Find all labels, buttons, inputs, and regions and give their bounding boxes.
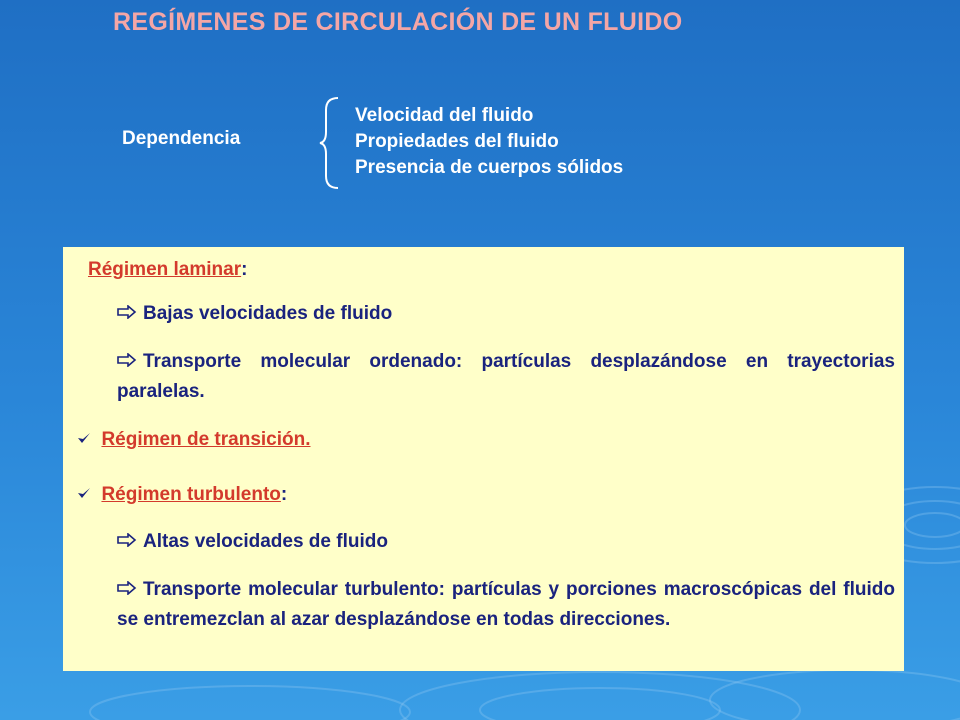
checkmark-icon bbox=[77, 432, 95, 449]
laminar-point-2 bbox=[117, 347, 895, 407]
dependence-label: Dependencia bbox=[122, 128, 241, 149]
dependence-item-properties: Propiedades del fluido bbox=[355, 131, 559, 152]
regimes-box bbox=[63, 247, 904, 671]
laminar-point-1-text: Bajas velocidades de fluido bbox=[143, 303, 393, 324]
left-brace-icon bbox=[318, 96, 348, 190]
heading-transition-text: Régimen de transición. bbox=[101, 429, 311, 450]
heading-laminar-colon: : bbox=[241, 259, 248, 280]
heading-turbulent-colon: : bbox=[280, 484, 288, 505]
dependence-item-solids: Presencia de cuerpos sólidos bbox=[355, 157, 624, 178]
heading-turbulent-text: Régimen turbulento bbox=[101, 484, 281, 505]
heading-turbulent bbox=[77, 484, 287, 506]
slide-title: REGÍMENES DE CIRCULACIÓN DE UN FLUIDO bbox=[113, 8, 683, 36]
turbulent-point-1-text: Altas velocidades de fluido bbox=[143, 531, 388, 552]
outline-arrow-right-icon bbox=[117, 575, 143, 605]
outline-arrow-right-icon bbox=[117, 299, 143, 329]
heading-transition bbox=[77, 429, 311, 451]
outline-arrow-right-icon bbox=[117, 527, 143, 557]
turbulent-point-1 bbox=[117, 527, 895, 557]
turbulent-point-2-text: Transporte molecular turbulento: partículas y porciones macroscópicas del fluido se entremezclan al azar desplazándose en todas direcciones. bbox=[117, 579, 895, 630]
laminar-point-2-text: Transporte molecular ordenado: partículas desplazándose en trayectorias paralelas. bbox=[117, 351, 895, 402]
outline-arrow-right-icon bbox=[117, 347, 143, 377]
turbulent-point-2 bbox=[117, 575, 895, 635]
heading-laminar bbox=[88, 259, 247, 281]
dependence-item-velocity: Velocidad del fluido bbox=[355, 105, 534, 126]
laminar-point-1 bbox=[117, 299, 895, 329]
heading-laminar-text: Régimen laminar bbox=[88, 259, 242, 280]
dependence-list bbox=[355, 103, 623, 181]
checkmark-icon bbox=[77, 487, 95, 504]
